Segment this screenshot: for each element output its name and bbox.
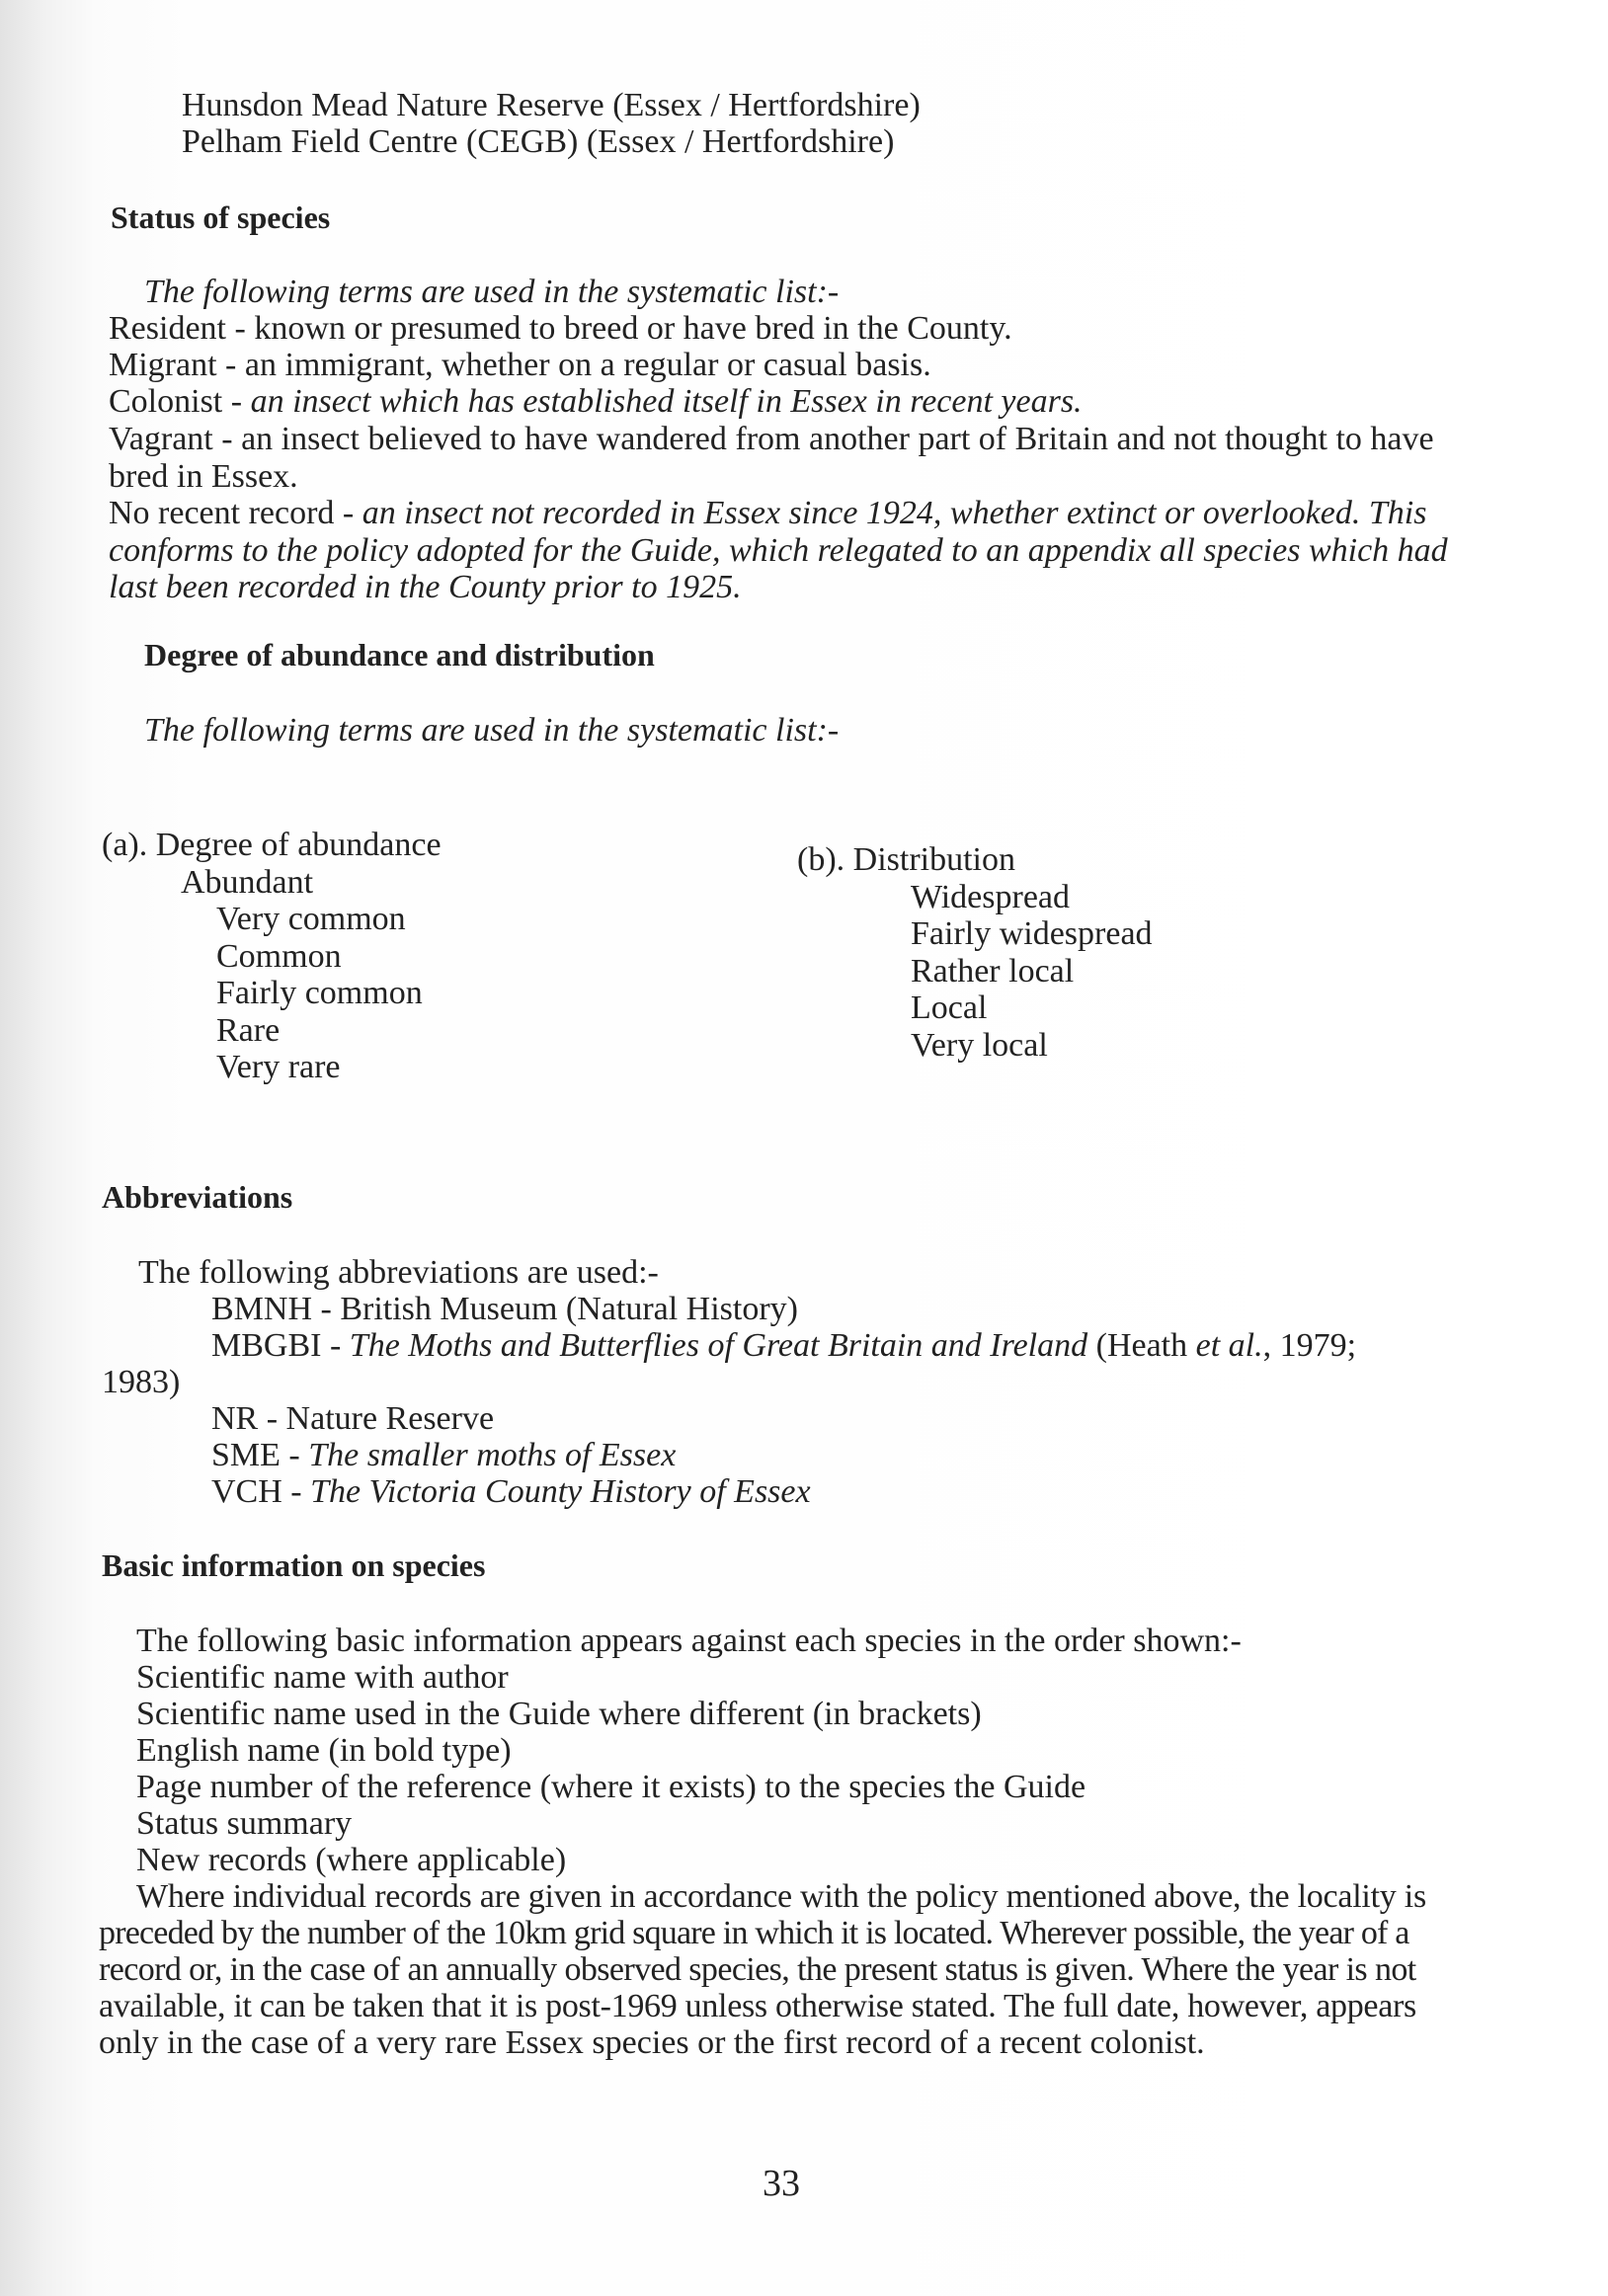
list-item: Rather local [911,952,1075,990]
info-line: Scientific name with author [136,1659,509,1696]
info-line: The following basic information appears against each species in the order shown:- [136,1623,1242,1659]
book-title: The Moths and Butterflies of Great Britain and Ireland [349,1327,1088,1364]
section-heading: Abbreviations [102,1179,293,1215]
paragraph-line: Where individual records are given in accordance with the policy mentioned above, the locality is [136,1878,1426,1915]
term: Vagrant - [109,421,233,457]
info-line: New records (where applicable) [136,1842,567,1878]
intro-text: The following terms are used in the systematic list:- [144,712,840,749]
location-line: Hunsdon Mead Nature Reserve (Essex / Hertfordshire) [182,87,921,123]
book-title: The smaller moths of Essex [308,1437,677,1473]
book-title: The Victoria County History of Essex [310,1473,811,1510]
list-item: Local [911,990,988,1026]
abbreviation-item [211,1327,1356,1365]
list-item: Abundant [181,863,314,901]
definition: an immigrant, whether on a regular or casual basis. [236,347,931,383]
list-item: Very local [911,1026,1048,1064]
intro-text: The following terms are used in the systematic list:- [144,274,840,310]
definition: an insect believed to have wandered from another part of Britain and not thought to have bred in Essex. [109,421,1434,495]
abundance-list [102,827,442,1086]
section-heading: Basic information on species [102,1547,486,1583]
page-number: 33 [763,2163,800,2204]
intro-text: The following abbreviations are used:- [138,1254,659,1291]
paragraph-line: preceded by the number of the 10km grid square in which it is located. Wherever possible, the year of a [99,1915,1409,1951]
list-item: Fairly widespread [911,915,1153,952]
paragraph-line: available, it can be taken that it is post-1969 unless otherwise stated. The full date, however, appears [99,1988,1416,2024]
term: Colonist - [109,383,243,420]
reference-continuation: 1983) [102,1364,181,1400]
distribution-list [797,841,1153,1064]
abbreviation-item: NR - Nature Reserve [211,1400,495,1437]
paragraph-line: only in the case of a very rare Essex species or the first record of a recent colonist. [99,2024,1205,2061]
abbreviation-code: VCH - [211,1473,311,1510]
reference-text: (Heath [1087,1327,1196,1364]
abbreviation-item [211,1437,676,1474]
term: Resident - [109,310,246,347]
info-line: Page number of the reference (where it exists) to the species the Guide [136,1769,1086,1805]
location-line: Pelham Field Centre (CEGB) (Essex / Hertfordshire) [182,123,895,160]
term-definition [109,347,931,384]
section-heading: Status of species [111,199,331,235]
abbreviation-item [211,1473,811,1511]
list-item: Very common [216,901,406,937]
term: No recent record - [109,495,355,531]
list-title: (a). Degree of abundance [102,827,442,863]
info-line: Scientific name used in the Guide where different (in brackets) [136,1696,982,1732]
abbreviation-code: SME - [211,1437,309,1473]
list-item: Very rare [216,1049,341,1085]
term-definition [109,383,1083,421]
definition: an insect not recorded in Essex since 1924, whether extinct or overlooked. This conforms to the policy adopted for the Guide, which relegated to an appendix all species which had last been recorded in the County prior to 1925. [109,495,1448,605]
list-item: Widespread [911,878,1071,915]
list-item: Fairly common [216,975,423,1011]
reference-text: , 1979; [1262,1327,1357,1364]
term-definition [109,495,1499,606]
definition: an insect which has established itself in Essex in recent years. [242,383,1083,420]
abbreviation-item: BMNH - British Museum (Natural History) [211,1291,799,1327]
term-definition [109,421,1496,495]
list-item: Common [216,937,342,975]
list-title: (b). Distribution [797,841,1015,878]
list-item: Rare [216,1011,281,1049]
definition: known or presumed to breed or have bred in the County. [245,310,1012,347]
term-definition [109,310,1012,348]
info-line: Status summary [136,1805,353,1842]
paragraph-line: record or, in the case of an annually observed species, the present status is given. Where the year is not [99,1951,1416,1988]
info-line: English name (in bold type) [136,1732,512,1769]
section-heading: Degree of abundance and distribution [144,637,655,673]
reference-text: et al. [1195,1327,1263,1364]
abbreviation-code: MBGBI - [211,1327,350,1364]
term: Migrant - [109,347,237,383]
